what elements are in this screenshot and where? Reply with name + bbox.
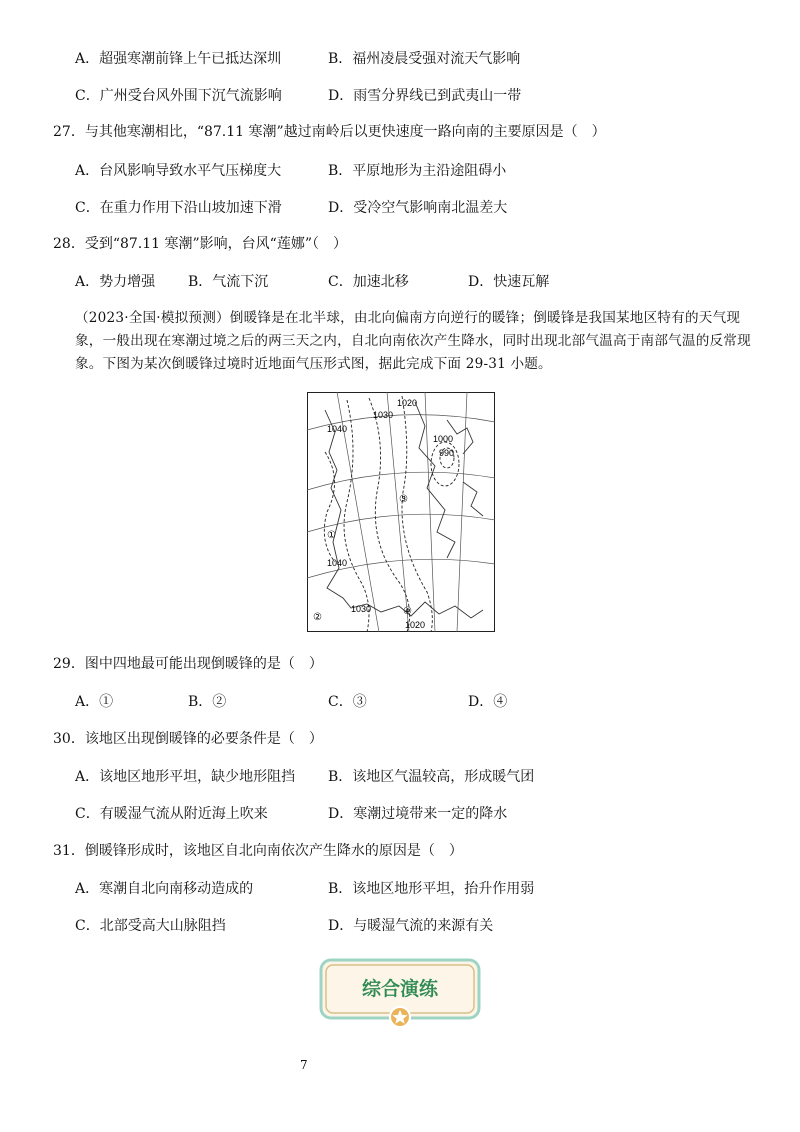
isobar-label-1020-south: 1020 [405,620,426,630]
q30-option-c[interactable]: C．有暖湿气流从附近海上吹来 [75,806,268,822]
passage-line: （2023·全国·模拟预测）倒暖锋是在北半球，由北向偏南方向逆行的暖锋；倒暖锋是我国某地区特有的天气现 [75,310,741,326]
q30-option-d[interactable]: D．寒潮过境带来一定的降水 [328,806,508,822]
section-badge-title: 综合演练 [361,978,439,1000]
q28-option-b[interactable]: B．气流下沉 [188,274,269,290]
section-badge [318,957,482,1029]
q29-option-d[interactable]: D．④ [468,694,508,710]
isobar-label-1030: 1030 [373,410,394,420]
q29-stem: 29．图中四地最可能出现倒暖锋的是（ ） [53,656,323,672]
q28-option-c[interactable]: C．加速北移 [328,274,409,290]
q30-option-b[interactable]: B．该地区气温较高，形成暖气团 [328,769,535,785]
q27-option-b[interactable]: B．平原地形为主沿途阻碍小 [328,163,507,179]
isobar-label-1020: 1020 [397,398,418,408]
point-label-1: ① [327,530,336,541]
q26-option-d[interactable]: D．雨雪分界线已到武夷山一带 [328,88,522,104]
q31-option-a[interactable]: A．寒潮自北向南移动造成的 [75,881,254,897]
q27-option-a[interactable]: A．台风影响导致水平气压梯度大 [75,163,282,179]
passage-line: 象，一般出现在寒潮过境之后的两三天之内，自北向南依次产生降水，同时出现北部气温高于南部气温的反常现 [75,333,751,349]
q29-option-b[interactable]: B．② [188,694,227,710]
q28-stem: 28．受到“87.11 寒潮”影响，台风“莲娜”（ ） [53,236,347,252]
q27-option-c[interactable]: C．在重力作用下沿山坡加速下滑 [75,200,282,216]
q28-option-a[interactable]: A．势力增强 [75,274,156,290]
q28-option-d[interactable]: D．快速瓦解 [468,274,550,290]
point-label-4: ④ [403,606,412,617]
pressure-map [307,392,495,632]
passage-line: 象。下图为某次倒暖锋过境时近地面气压形式图，据此完成下面 29-31 小题。 [75,356,552,372]
q27-stem: 27．与其他寒潮相比，“87.11 寒潮”越过南岭后以更快速度一路向南的主要原因是（ ） [53,124,606,140]
q26-option-a[interactable]: A．超强寒潮前锋上午已抵达深圳 [75,51,282,67]
q30-option-a[interactable]: A．该地区地形平坦，缺少地形阻挡 [75,769,296,785]
isobar-label-1030-south: 1030 [351,604,372,614]
q26-option-c[interactable]: C．广州受台风外围下沉气流影响 [75,88,282,104]
q30-stem: 30．该地区出现倒暖锋的必要条件是（ ） [53,731,323,747]
q26-option-b[interactable]: B．福州凌晨受强对流天气影响 [328,51,521,67]
isobar-label-990: 990 [439,448,455,458]
q31-option-b[interactable]: B．该地区地形平坦，抬升作用弱 [328,881,535,897]
q31-option-d[interactable]: D．与暖湿气流的来源有关 [328,918,494,934]
isobar-label-1000: 1000 [433,434,454,444]
passage [75,307,751,376]
isobar-label-1040: 1040 [327,424,348,434]
isobar-label-1040-south: 1040 [327,558,348,568]
q31-stem: 31．倒暖锋形成时，该地区自北向南依次产生降水的原因是（ ） [53,843,463,859]
q29-option-a[interactable]: A．① [75,694,114,710]
point-label-2: ② [313,612,322,623]
page-number: 7 [300,1058,308,1072]
q31-option-c[interactable]: C．北部受高大山脉阻挡 [75,918,226,934]
point-label-3: ③ [399,494,408,505]
q27-option-d[interactable]: D．受冷空气影响南北温差大 [328,200,508,216]
q29-option-c[interactable]: C．③ [328,694,367,710]
